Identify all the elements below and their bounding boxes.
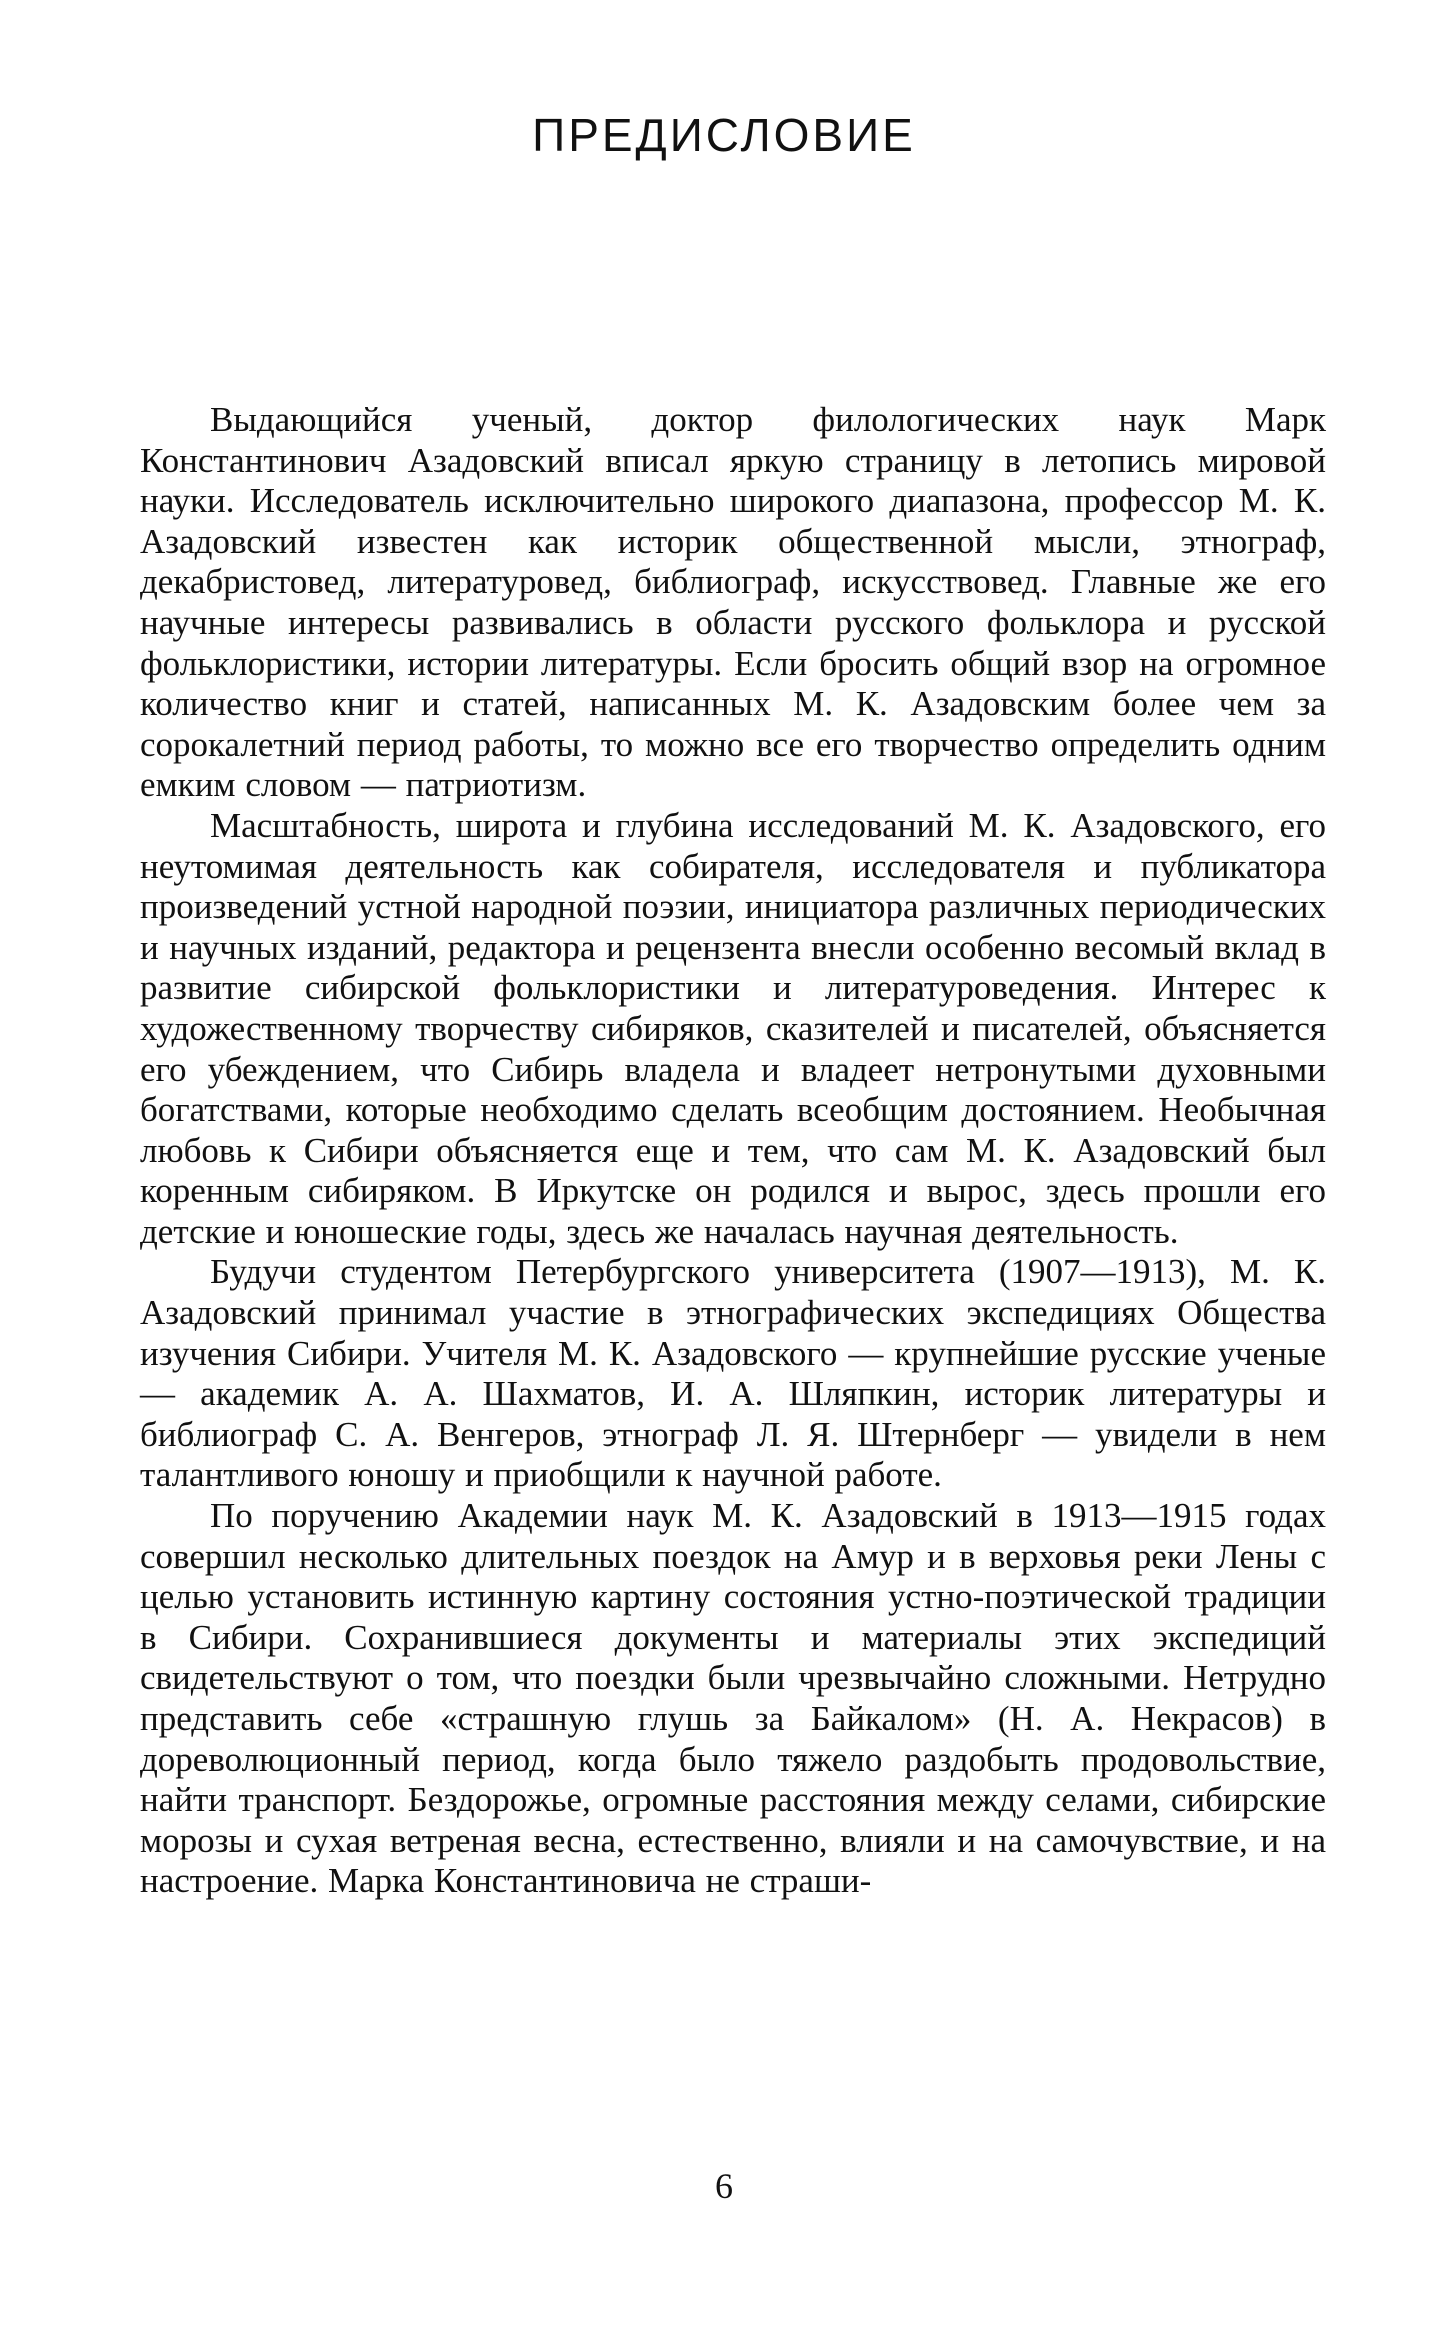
paragraph-3: Будучи студентом Петербургского университета (1907—1913), М. К. Азадовский принимал участие в этнографических экспедициях Общества изучения Сибири. Учителя М. К. Азадовского — крупнейшие русские ученые — академик А. А. Шахматов, И. А. Шляпкин, историк литературы и библиограф С. А. Венгеров, этнограф Л. Я. Штернберг — увидели в нем талантливого юношу и приобщили к научной работе. — [140, 1252, 1326, 1495]
page-title: ПРЕДИСЛОВИЕ — [532, 109, 916, 161]
paragraph-2: Масштабность, широта и глубина исследований М. К. Азадовского, его неутомимая деятельность как собирателя, исследователя и публикатора произведений устной народной поэзии, инициатора различных периодических и научных изданий, редактора и рецензента внесли особенно весомый вклад в развитие сибирской фольклористики и литературоведения. Интерес к художественному творчеству сибиряков, сказителей и писателей, объясняется его убеждением, что Сибирь владела и владеет нетронутыми духовными богатствами, которые необходимо сделать всеобщим достоянием. Необычная любовь к Сибири объясняется еще и тем, что сам М. К. Азадовский был коренным сибиряком. В Иркутске он родился и вырос, здесь прошли его детские и юношеские годы, здесь же началась научная деятельность. — [140, 805, 1326, 1251]
paragraph-1: Выдающийся ученый, доктор филологических наук Марк Константинович Азадовский вписал яркую страницу в летопись мировой науки. Исследователь исключительно широкого диапазона, профессор М. К. Азадовский известен как историк общественной мысли, этнограф, декабристовед, литературовед, библиограф, искусствовед. Главные же его научные интересы развивались в области русского фольклора и русской фольклористики, истории литературы. Если бросить общий взор на огромное количество книг и статей, написанных М. К. Азадовским более чем за сорокалетний период работы, то можно все его творчество определить одним емким словом — патриотизм. — [140, 400, 1326, 805]
paragraph-4: По поручению Академии наук М. К. Азадовский в 1913—1915 годах совершил несколько длительных поездок на Амур и в верховья реки Лены с целью установить истинную картину состояния устно-поэтической традиции в Сибири. Сохранившиеся документы и материалы этих экспедиций свидетельствуют о том, что поездки были чрезвычайно сложными. Нетрудно представить себе «страшную глушь за Байкалом» (Н. А. Некрасов) в дореволюционный период, когда было тяжело раздобыть продовольствие, найти транспорт. Бездорожье, огромные расстояния между селами, сибирские морозы и сухая ветреная весна, естественно, влияли и на самочувствие, и на настроение. Марка Константиновича не страши- — [140, 1496, 1326, 1901]
page-number: 6 — [715, 2166, 733, 2206]
body-text — [140, 400, 1326, 1902]
